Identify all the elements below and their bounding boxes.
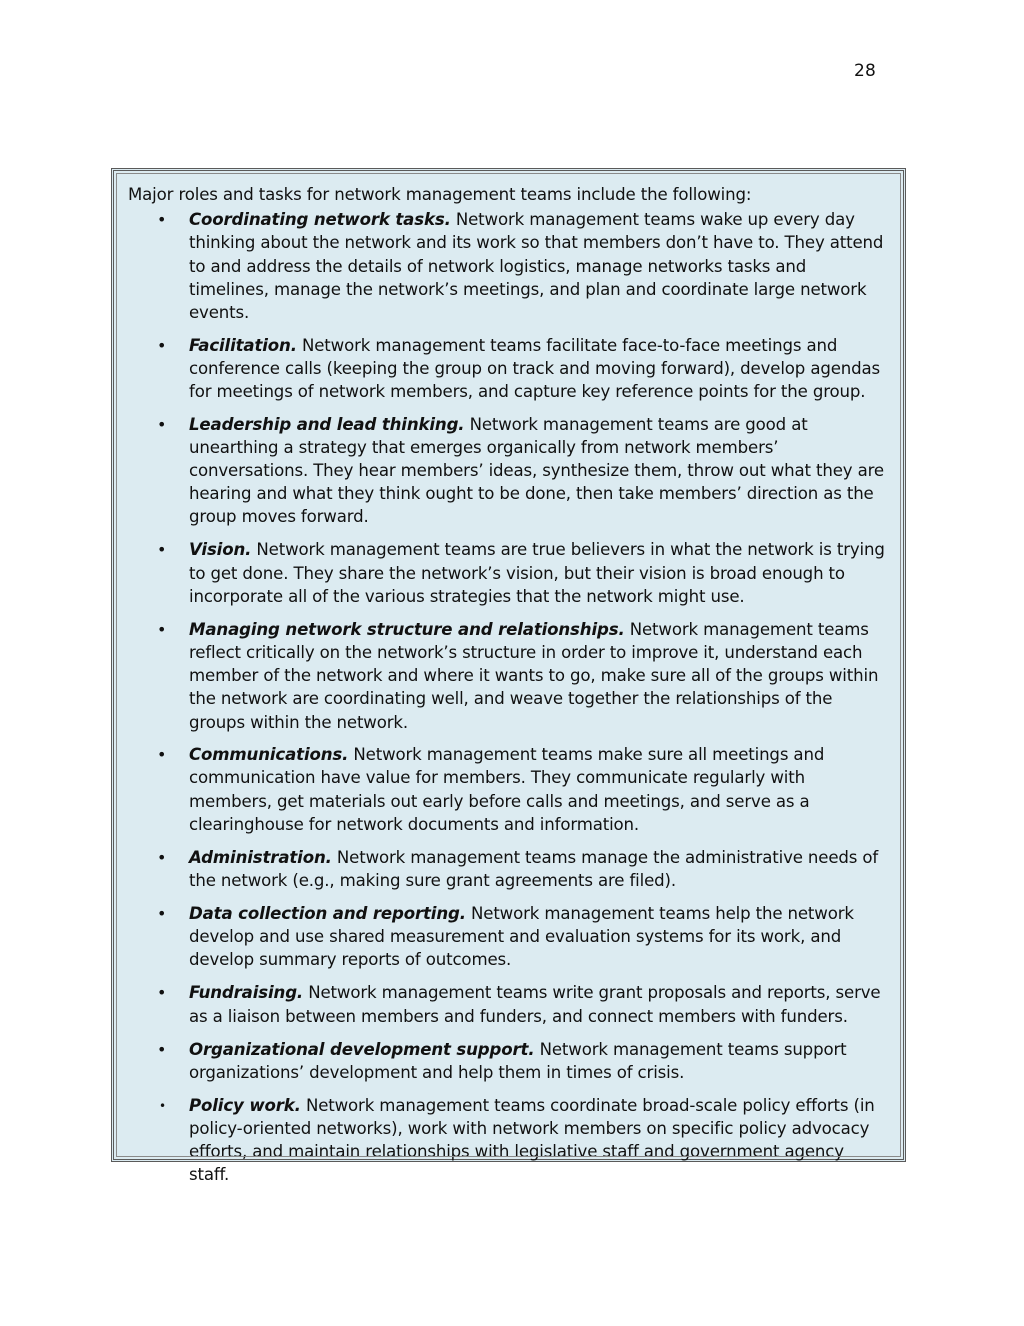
role-title: Data collection and reporting. [189,904,466,924]
bullet-icon: • [157,335,167,355]
role-item-coordinating [128,208,887,324]
role-description: Network management teams wake up every day thinking about the network and its work so that members don’t have to. They attend to and address the details of network logistics, manage networks tasks and timelines, manage the network’s meetings, and plan and coordinate large network events. [189,210,884,323]
role-title: Facilitation. [189,335,297,355]
bullet-icon: • [157,414,167,434]
bullet-icon: • [157,745,167,765]
role-title: Vision. [189,540,252,560]
role-description: Network management teams are good at unearthing a strategy that emerges organically from network members’ conversations. They hear members’ ideas, synthesize them, throw out what they are hearing and what they think ought to be done, then take members’ direction as the group moves forward. [189,414,884,527]
role-description: Network management teams make sure all meetings and communication have value for members. They communicate regularly with members, get materials out early before calls and meetings, and serve as a clearinghouse for network documents and information. [189,745,825,834]
roles-list [128,208,887,1186]
bullet-icon: • [157,619,167,639]
role-description: Network management teams reflect critically on the network’s structure in order to improve it, understand each member of the network and where it wants to go, make sure all of the groups within the network are coordinating well, and weave together the relationships of the groups within the network. [189,619,879,732]
page-number: 28 [853,61,876,81]
role-item-communications [128,743,887,836]
bullet-icon: • [157,1039,167,1059]
role-item-fundraising [128,981,887,1027]
role-description: Network management teams manage the administrative needs of the network (e.g., making sure grant agreements are filed). [189,847,879,891]
role-description: Network management teams write grant proposals and reports, serve as a liaison between members and funders, and connect members with funders. [189,983,881,1026]
bullet-icon: • [157,540,167,560]
role-title: Managing network structure and relationships. [189,619,625,639]
bullet-icon: • [159,1098,166,1113]
role-description: Network management teams facilitate face-to-face meetings and conference calls (keeping the group on track and moving forward), develop agendas for meetings of network members, and capture key reference points for the group. [189,335,881,402]
role-description: Network management teams are true believers in what the network is trying to get done. They share the network’s vision, but their vision is broad enough to incorporate all of the various strategies that the network might use. [189,540,885,606]
role-title: Organizational development support. [189,1039,535,1059]
role-item-org-development [128,1038,887,1084]
bullet-icon: • [157,847,167,867]
role-description: Network management teams help the network develop and use shared measurement and evaluation systems for its work, and develop summary reports of outcomes. [189,904,854,970]
role-item-structure [128,618,887,734]
bullet-icon: • [157,983,167,1003]
role-item-administration [128,846,887,892]
role-description: Network management teams coordinate broad-scale policy efforts (in policy-oriented networks), work with network members on specific policy advocacy efforts, and maintain relationships with legislative staff and government agency staff. [189,1095,875,1185]
role-title: Administration. [189,847,332,867]
callout-intro: Major roles and tasks for network management teams include the following: [128,185,752,204]
role-item-facilitation [128,334,887,404]
role-item-data-collection [128,902,887,972]
bullet-icon: • [157,904,167,924]
role-title: Communications. [189,745,349,765]
role-description: Network management teams support organizations’ development and help them in times of crisis. [189,1039,847,1082]
role-item-vision [128,538,887,608]
role-title: Coordinating network tasks. [189,210,451,230]
role-title: Fundraising. [189,983,304,1003]
role-item-policy [128,1094,887,1187]
bullet-icon: • [157,210,167,230]
role-title: Leadership and lead thinking. [189,414,465,434]
role-item-leadership [128,413,887,529]
role-title: Policy work. [189,1095,301,1115]
roles-callout-box [111,168,906,1185]
